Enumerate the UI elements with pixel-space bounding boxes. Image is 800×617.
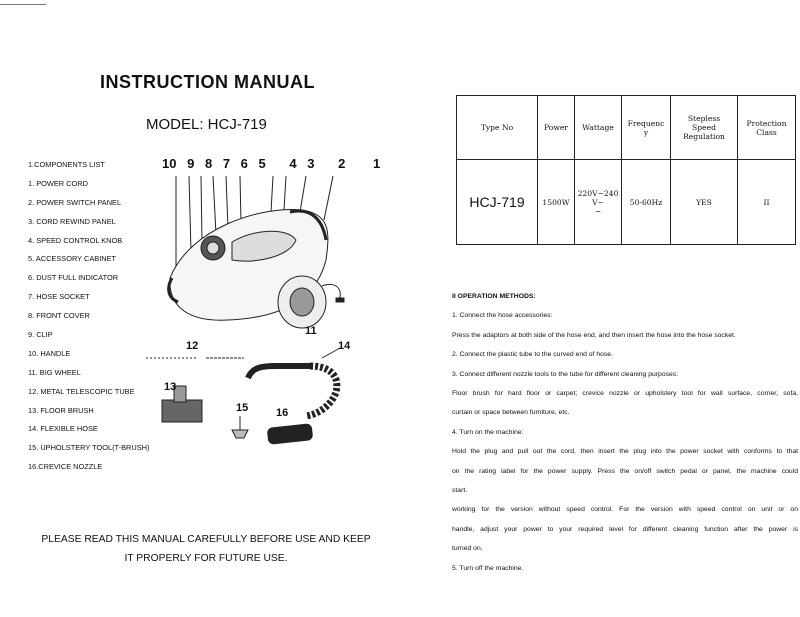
operation-line: turned on.	[452, 545, 483, 553]
specification-table	[456, 95, 796, 245]
operation-line: working for the version without speed control. For the version with speed control on unit or on	[452, 506, 798, 514]
callout-number: 6	[240, 156, 248, 171]
component-item: 14. FLEXIBLE HOSE	[28, 424, 98, 434]
part-label-15: 15	[236, 402, 249, 414]
page-title: INSTRUCTION MANUAL	[100, 72, 315, 92]
cell-type-no: HCJ-719	[457, 160, 538, 245]
component-item: 5. ACCESSORY CABINET	[28, 254, 117, 264]
part-label-16: 16	[276, 407, 289, 419]
top-rule	[0, 4, 46, 5]
component-item: 15. UPHOLSTERY TOOL(T-BRUSH)	[28, 443, 150, 453]
header-wattage: Wattage	[575, 96, 622, 160]
operation-line: 5. Turn off the machine.	[452, 564, 524, 572]
component-item: 1. POWER CORD	[28, 178, 88, 188]
cell-wattage-line: V~	[592, 197, 604, 207]
component-item: 7. HOSE SOCKET	[28, 292, 90, 302]
part-label-14: 14	[338, 340, 351, 352]
component-item: 8. FRONT COVER	[28, 311, 90, 321]
callout-number: 2	[338, 156, 346, 171]
component-item: 10. HANDLE	[28, 348, 71, 358]
header-frequency-line: y	[643, 127, 649, 137]
header-frequency-line: Frequenc	[627, 118, 665, 128]
operation-line: Floor brush for hard floor or carpet; crevice nozzle or upholstery tool for wall surface, corner, sofa,	[452, 390, 798, 398]
cell-frequency: 50-60Hz	[622, 160, 671, 245]
operation-line: curtain or space between furniture, etc.	[452, 409, 570, 417]
component-item: 9. CLIP	[28, 330, 53, 340]
component-item: 6. DUST FULL INDICATOR	[28, 273, 119, 283]
model-label: MODEL: HCJ-719	[146, 116, 267, 133]
cell-power: 1500W	[538, 160, 575, 245]
component-item: 4. SPEED CONTROL KNOB	[28, 235, 123, 245]
header-stepless-line: Speed	[692, 123, 716, 132]
callout-number: 5	[258, 156, 266, 171]
callout-number: 8	[204, 156, 213, 171]
component-item: 16.CREVICE NOZZLE	[28, 462, 103, 472]
operation-line: 4. Turn on the machine:	[452, 428, 524, 436]
header-protection-line: Class	[756, 127, 777, 137]
callout-number: 10	[162, 156, 177, 171]
operation-heading: II OPERATION METHODS:	[452, 293, 536, 300]
component-item: 2. POWER SWITCH PANEL	[28, 197, 122, 207]
operation-line: handle, adjust your power to your required level for different cleaning function after the power is	[452, 525, 798, 533]
callout-number: 1	[372, 156, 381, 171]
cell-wattage-line: ~	[594, 206, 602, 216]
operation-line: Hold the plug and pull out the cord, then insert the plug into the power socket with conforms to that	[452, 448, 798, 456]
care-notice	[28, 530, 384, 568]
operation-line: 2. Connect the plastic tube to the curved end of hose.	[452, 351, 613, 359]
callout-number: 9	[187, 156, 195, 171]
component-item: 11. BIG WHEEL	[28, 367, 81, 377]
operation-line: on the rating label for the power supply. Press the on/off switch pedal or panel, the machine could	[452, 467, 798, 475]
operation-line: 1. Connect the hose accessories:	[452, 312, 553, 320]
callout-number: 7	[222, 156, 231, 171]
header-protection	[738, 96, 796, 160]
header-frequency	[622, 96, 671, 160]
cell-wattage	[575, 160, 622, 245]
component-item: 13. FLOOR BRUSH	[28, 405, 94, 415]
cell-wattage-line: 220V~240	[577, 188, 619, 198]
spec-data-row	[457, 160, 796, 245]
part-label-11: 11	[305, 325, 317, 337]
operation-line: 3. Connect different nozzle tools to the tube for different cleaning purposes:	[452, 370, 679, 378]
operation-line: Press the adaptors at both side of the hose end, and then insert the hose into the hose socket.	[452, 331, 736, 339]
part-label-13: 13	[164, 381, 177, 393]
components-heading: 1.COMPONENTS LIST	[28, 160, 105, 169]
component-item: 12. METAL TELESCOPIC TUBE	[28, 386, 135, 396]
callout-number: 4	[289, 156, 297, 171]
operation-methods	[452, 287, 798, 578]
component-item: 3. CORD REWIND PANEL	[28, 216, 116, 226]
cell-stepless: YES	[671, 160, 738, 245]
header-power: Power	[538, 96, 575, 160]
header-stepless-line: Stepless	[687, 114, 721, 123]
cell-protection: II	[738, 160, 796, 245]
callout-number: 3	[307, 156, 315, 171]
care-notice-line: IT PROPERLY FOR FUTURE USE.	[124, 553, 288, 564]
header-stepless-line: Regulation	[683, 132, 725, 141]
part-label-12: 12	[186, 340, 199, 352]
header-stepless	[671, 96, 738, 160]
header-protection-line: Protection	[746, 118, 787, 128]
spec-header-row	[457, 96, 796, 160]
care-notice-line: PLEASE READ THIS MANUAL CAREFULLY BEFORE USE AND KEEP	[41, 534, 371, 545]
operation-line: start.	[452, 487, 468, 495]
header-type-no: Type No	[457, 96, 538, 160]
vacuum-cleaner-illustration	[140, 168, 390, 468]
